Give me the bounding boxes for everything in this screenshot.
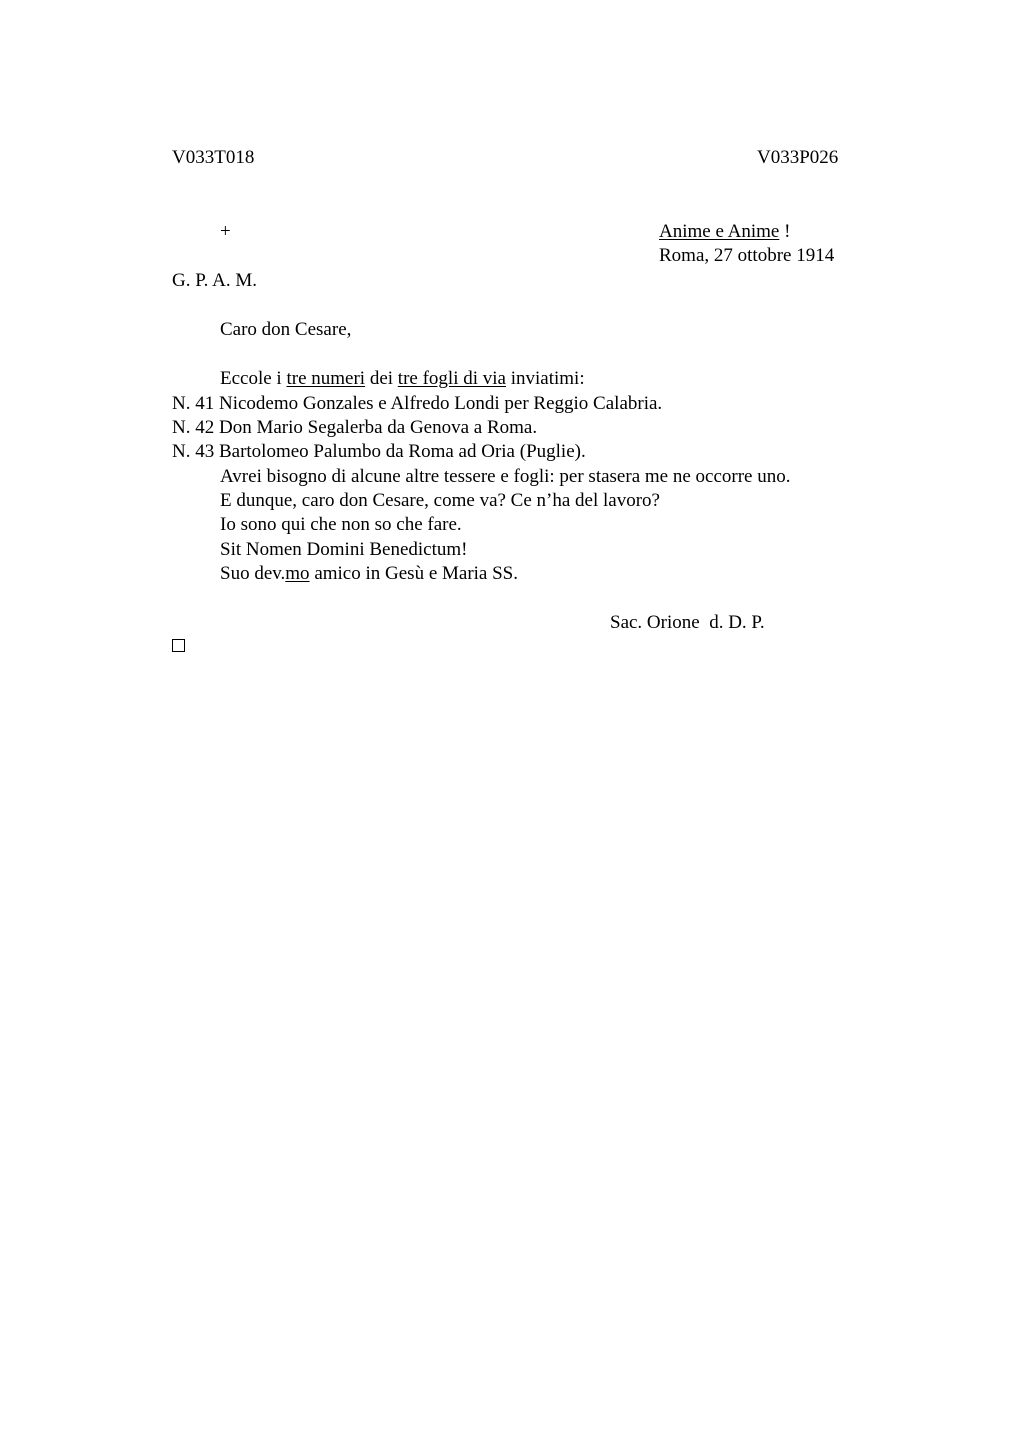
body-line: Avrei bisogno di alcune altre tessere e fogli: per stasera me ne occorre uno. [220, 466, 791, 487]
intro-text: Eccole i [220, 368, 287, 389]
closing-underlined: mo [285, 563, 310, 584]
body-line: Sit Nomen Domini Benedictum! [220, 539, 468, 560]
closing-line [220, 562, 518, 586]
document-code-right: V033P026 [757, 147, 839, 168]
end-mark-icon [172, 639, 185, 652]
intro-text: inviatimi: [505, 368, 585, 389]
initials: G. P. A. M. [172, 270, 257, 291]
intro-line [220, 367, 585, 391]
intro-underlined-1: tre numeri [286, 368, 366, 389]
list-item: N. 43 Bartolomeo Palumbo da Roma ad Oria (Puglie). [172, 441, 586, 462]
list-item: N. 41 Nicodemo Gonzales e Alfredo Londi per Reggio Calabria. [172, 393, 663, 414]
motto-underlined: Anime e Anime [659, 221, 780, 242]
motto-tail: ! [779, 221, 791, 242]
intro-text: dei [365, 368, 398, 389]
list-item: N. 42 Don Mario Segalerba da Genova a Roma. [172, 417, 538, 438]
body-line: E dunque, caro don Cesare, come va? Ce n’ha del lavoro? [220, 490, 660, 511]
intro-underlined-2: tre fogli di via [397, 368, 506, 389]
closing-text: amico in Gesù e Maria SS. [309, 563, 518, 584]
body-line: Io sono qui che non so che fare. [220, 514, 462, 535]
salutation: Caro don Cesare, [220, 319, 352, 340]
signature: Sac. Orione d. D. P. [610, 612, 765, 633]
motto [659, 220, 790, 244]
cross-symbol: + [220, 221, 231, 242]
place-date: Roma, 27 ottobre 1914 [659, 245, 835, 266]
document-code-left: V033T018 [172, 147, 255, 168]
closing-text: Suo dev. [220, 563, 286, 584]
